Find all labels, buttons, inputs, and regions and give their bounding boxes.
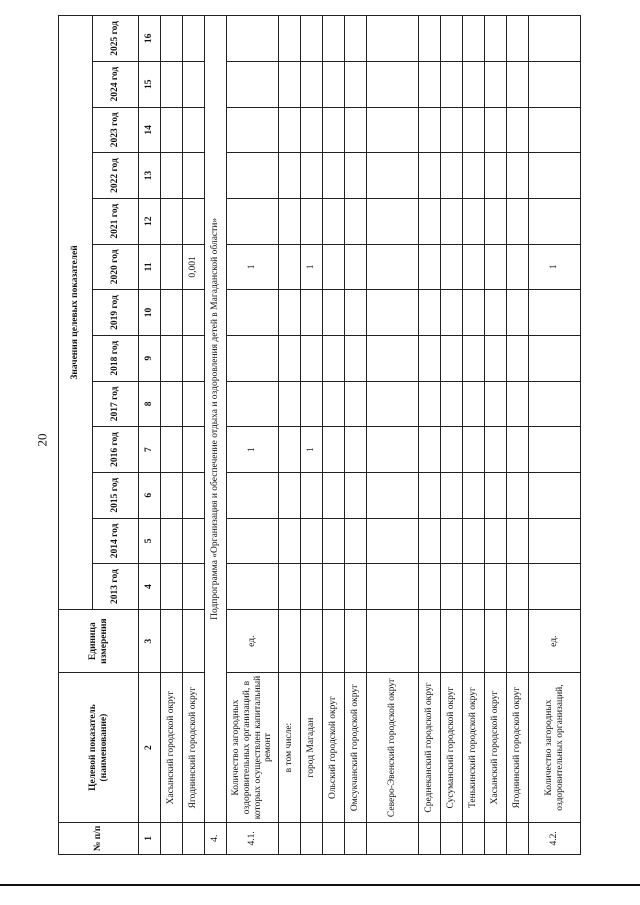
column-number: 13 (139, 153, 161, 199)
row-unit (301, 609, 323, 673)
row-value (507, 61, 529, 107)
row-value (227, 564, 279, 610)
row-value (323, 335, 345, 381)
row-value (301, 472, 323, 518)
row-value (507, 472, 529, 518)
row-value (463, 518, 485, 564)
row-value (345, 335, 367, 381)
row-value (485, 61, 507, 107)
row-value (161, 153, 183, 199)
column-number: 11 (139, 244, 161, 290)
row-value (507, 335, 529, 381)
row-value (279, 107, 301, 153)
row-value (485, 198, 507, 244)
row-value (279, 244, 301, 290)
row-num: 4.1. (227, 822, 279, 854)
row-value (441, 427, 463, 473)
row-value (367, 244, 419, 290)
row-unit (279, 609, 301, 673)
row-value (507, 290, 529, 336)
row-value (183, 153, 205, 199)
row-value (345, 564, 367, 610)
row-value (529, 153, 581, 199)
row-value (485, 472, 507, 518)
row-value (183, 472, 205, 518)
row-value (529, 107, 581, 153)
row-value (183, 335, 205, 381)
row-value (161, 427, 183, 473)
row-value (441, 153, 463, 199)
row-value (463, 381, 485, 427)
column-number: 1 (139, 822, 161, 854)
row-unit (441, 609, 463, 673)
row-value (227, 290, 279, 336)
row-unit (323, 609, 345, 673)
table-row (485, 16, 507, 855)
row-value (507, 107, 529, 153)
row-value (367, 107, 419, 153)
row-unit (183, 609, 205, 673)
row-value (485, 290, 507, 336)
column-number: 10 (139, 290, 161, 336)
row-value (441, 16, 463, 62)
row-num (463, 822, 485, 854)
row-value (529, 61, 581, 107)
row-value (529, 427, 581, 473)
row-value (463, 61, 485, 107)
row-value (227, 153, 279, 199)
table-row (345, 16, 367, 855)
row-value (183, 198, 205, 244)
column-number: 3 (139, 609, 161, 673)
row-value (227, 335, 279, 381)
row-value (227, 472, 279, 518)
row-num: 4.2. (529, 822, 581, 854)
row-value: 1 (227, 244, 279, 290)
row-value (323, 61, 345, 107)
row-name: Хасынский городской округ (485, 673, 507, 822)
table-row (441, 16, 463, 855)
row-value: 1 (301, 427, 323, 473)
row-value (529, 290, 581, 336)
row-value: 1 (301, 244, 323, 290)
row-value (485, 244, 507, 290)
row-value (345, 518, 367, 564)
row-value (161, 61, 183, 107)
row-value (323, 153, 345, 199)
row-value (507, 198, 529, 244)
row-unit (161, 609, 183, 673)
year-header: 2018 год (93, 335, 139, 381)
row-value (367, 518, 419, 564)
row-value (441, 244, 463, 290)
row-value (161, 335, 183, 381)
row-name: в том числе: (279, 673, 301, 822)
row-name: Омсукчанский городской округ (345, 673, 367, 822)
year-header: 2017 год (93, 381, 139, 427)
row-unit (463, 609, 485, 673)
row-unit (345, 609, 367, 673)
row-value (441, 472, 463, 518)
table-row (279, 16, 301, 855)
table-row (183, 16, 205, 855)
row-name: Ягоднинский городской округ (507, 673, 529, 822)
row-value (161, 381, 183, 427)
row-unit (507, 609, 529, 673)
row-value (183, 16, 205, 62)
column-number: 15 (139, 61, 161, 107)
row-name: Ольский городской округ (323, 673, 345, 822)
row-value (419, 244, 441, 290)
row-name: город Магадан (301, 673, 323, 822)
row-value (227, 16, 279, 62)
row-value (507, 518, 529, 564)
row-value (301, 518, 323, 564)
table-row (301, 16, 323, 855)
row-name: Северо-Эвенский городской округ (367, 673, 419, 822)
row-value (419, 381, 441, 427)
row-value (227, 518, 279, 564)
row-value (419, 198, 441, 244)
row-value: 1 (227, 427, 279, 473)
row-value (367, 427, 419, 473)
row-value (345, 381, 367, 427)
row-value (463, 198, 485, 244)
column-number: 2 (139, 673, 161, 822)
row-value (345, 61, 367, 107)
row-value (419, 153, 441, 199)
row-value (419, 107, 441, 153)
row-value (441, 61, 463, 107)
row-value (323, 518, 345, 564)
row-value (279, 153, 301, 199)
row-value (441, 564, 463, 610)
row-value (279, 518, 301, 564)
row-num (485, 822, 507, 854)
table-row (367, 16, 419, 855)
row-value (323, 16, 345, 62)
section-num: 4. (205, 822, 227, 854)
row-value (463, 107, 485, 153)
table-row (227, 16, 279, 855)
row-name: Сусуманский городской округ (441, 673, 463, 822)
year-header: 2016 год (93, 427, 139, 473)
row-value (441, 290, 463, 336)
row-name: Среднеканский городской округ (419, 673, 441, 822)
row-value (507, 153, 529, 199)
row-value (485, 564, 507, 610)
header-num: № п/п (59, 822, 139, 854)
row-value (367, 564, 419, 610)
section-row (205, 16, 227, 855)
row-value (419, 564, 441, 610)
row-value (301, 335, 323, 381)
row-value (161, 290, 183, 336)
table-row (161, 16, 183, 855)
row-value (529, 335, 581, 381)
row-value (279, 564, 301, 610)
table-row (323, 16, 345, 855)
row-value (419, 518, 441, 564)
row-value (419, 472, 441, 518)
row-value (485, 16, 507, 62)
row-value (463, 335, 485, 381)
row-value (441, 198, 463, 244)
row-value (345, 198, 367, 244)
row-value (183, 518, 205, 564)
column-number: 8 (139, 381, 161, 427)
row-value (419, 335, 441, 381)
row-value (301, 564, 323, 610)
row-value (301, 290, 323, 336)
row-value (323, 564, 345, 610)
row-value (345, 153, 367, 199)
row-value (183, 107, 205, 153)
row-name: Ягоднинский городской округ (183, 673, 205, 822)
row-value (161, 564, 183, 610)
row-unit: ед. (227, 609, 279, 673)
row-value (323, 107, 345, 153)
column-number: 12 (139, 198, 161, 244)
row-unit (367, 609, 419, 673)
row-name: Тенькинский городской округ (463, 673, 485, 822)
row-num (507, 822, 529, 854)
row-unit (419, 609, 441, 673)
row-num (279, 822, 301, 854)
row-num (441, 822, 463, 854)
row-value (367, 61, 419, 107)
year-header: 2023 год (93, 107, 139, 153)
row-value (367, 472, 419, 518)
row-value (227, 107, 279, 153)
year-header: 2019 год (93, 290, 139, 336)
row-unit: ед. (529, 609, 581, 673)
row-value (279, 472, 301, 518)
section-title: Подпрограмма «Организация и обеспечение отдыха и оздоровления детей в Магаданской области» (205, 16, 227, 823)
row-value (441, 107, 463, 153)
column-number: 4 (139, 564, 161, 610)
row-num (367, 822, 419, 854)
row-value (441, 335, 463, 381)
column-number: 14 (139, 107, 161, 153)
row-value (419, 427, 441, 473)
row-value (161, 244, 183, 290)
row-value (441, 518, 463, 564)
row-value (345, 290, 367, 336)
row-value (367, 335, 419, 381)
row-value (463, 472, 485, 518)
row-value (507, 564, 529, 610)
row-value (441, 381, 463, 427)
table-row (419, 16, 441, 855)
row-value (161, 518, 183, 564)
row-value (227, 61, 279, 107)
row-value (529, 472, 581, 518)
column-number: 9 (139, 335, 161, 381)
row-value (183, 290, 205, 336)
table-row (529, 16, 581, 855)
row-value (463, 153, 485, 199)
column-numbers-row (139, 16, 161, 855)
row-value (323, 198, 345, 244)
row-unit (485, 609, 507, 673)
row-value (485, 107, 507, 153)
table-row (463, 16, 485, 855)
row-value (301, 16, 323, 62)
row-value (463, 244, 485, 290)
targets-table (58, 15, 581, 855)
row-value (529, 198, 581, 244)
row-value (183, 381, 205, 427)
row-value (323, 244, 345, 290)
row-num (183, 822, 205, 854)
column-number: 7 (139, 427, 161, 473)
row-value (227, 198, 279, 244)
row-num (161, 822, 183, 854)
row-value (485, 381, 507, 427)
row-value (279, 61, 301, 107)
row-value (301, 107, 323, 153)
page-number: 20 (34, 433, 50, 447)
row-value (367, 16, 419, 62)
year-header: 2015 год (93, 472, 139, 518)
header-unit: Единица измерения (59, 609, 139, 673)
row-name: Количество загородных оздоровительных организаций, в которых осуществлен капитальный ремонт (227, 673, 279, 822)
row-value (161, 472, 183, 518)
year-header: 2014 год (93, 518, 139, 564)
row-value (485, 518, 507, 564)
row-value (161, 198, 183, 244)
row-value (323, 472, 345, 518)
row-value (529, 16, 581, 62)
row-num (345, 822, 367, 854)
row-value (279, 198, 301, 244)
year-header: 2020 год (93, 244, 139, 290)
row-value (183, 61, 205, 107)
row-value (323, 290, 345, 336)
year-header: 2024 год (93, 61, 139, 107)
row-value (463, 427, 485, 473)
row-num (301, 822, 323, 854)
row-value (227, 381, 279, 427)
row-value (161, 16, 183, 62)
header-name: Целевой показатель (наименование) (59, 673, 139, 822)
row-value (463, 564, 485, 610)
column-number: 6 (139, 472, 161, 518)
row-value (367, 381, 419, 427)
row-value (301, 381, 323, 427)
row-value (419, 290, 441, 336)
row-value (485, 153, 507, 199)
row-value (345, 16, 367, 62)
year-header: 2021 год (93, 198, 139, 244)
row-value (345, 472, 367, 518)
row-num (419, 822, 441, 854)
row-value (279, 335, 301, 381)
row-value (367, 153, 419, 199)
row-value (279, 290, 301, 336)
bottom-rule (0, 884, 640, 886)
row-value: 0,001 (183, 244, 205, 290)
year-header: 2013 год (93, 564, 139, 610)
row-value (183, 564, 205, 610)
row-value (419, 61, 441, 107)
row-value (529, 381, 581, 427)
column-number: 5 (139, 518, 161, 564)
year-header: 2022 год (93, 153, 139, 199)
row-value (367, 198, 419, 244)
column-number: 16 (139, 16, 161, 62)
row-num (323, 822, 345, 854)
row-value (507, 381, 529, 427)
row-value (529, 564, 581, 610)
row-value (345, 244, 367, 290)
row-value (301, 61, 323, 107)
row-name: Хасынский городской округ (161, 673, 183, 822)
row-value (161, 107, 183, 153)
row-name: Количество загородных оздоровительных организаций, (529, 673, 581, 822)
row-value (183, 427, 205, 473)
row-value (419, 16, 441, 62)
row-value (279, 16, 301, 62)
header-values-group: Значения целевых показателей (59, 16, 93, 610)
row-value (279, 381, 301, 427)
row-value (301, 153, 323, 199)
row-value: 1 (529, 244, 581, 290)
row-value (507, 16, 529, 62)
row-value (529, 518, 581, 564)
table-row (507, 16, 529, 855)
row-value (345, 427, 367, 473)
row-value (463, 290, 485, 336)
row-value (485, 335, 507, 381)
row-value (345, 107, 367, 153)
row-value (323, 427, 345, 473)
row-value (323, 381, 345, 427)
row-value (301, 198, 323, 244)
row-value (367, 290, 419, 336)
row-value (507, 427, 529, 473)
row-value (507, 244, 529, 290)
rotated-table-container (58, 15, 588, 855)
row-value (279, 427, 301, 473)
year-header: 2025 год (93, 16, 139, 62)
row-value (463, 16, 485, 62)
row-value (485, 427, 507, 473)
